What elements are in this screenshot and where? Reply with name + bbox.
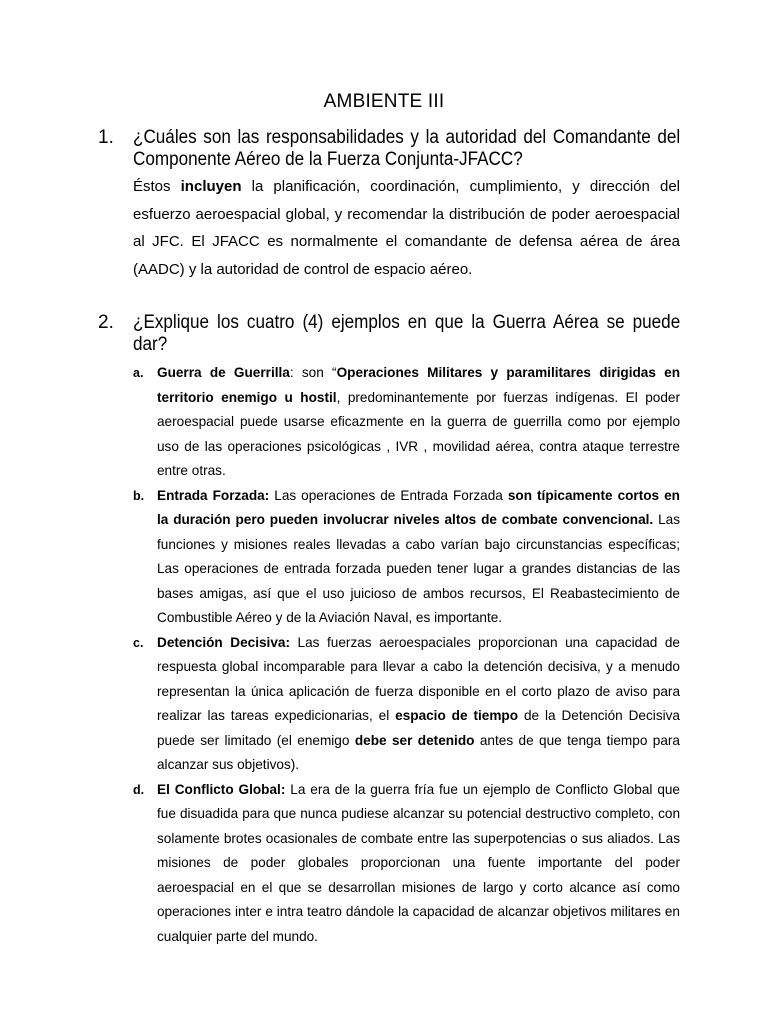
question-1-number: 1. [98, 127, 114, 148]
item-text: : son “ [289, 365, 337, 380]
answer-text: Éstos [133, 178, 181, 195]
item-letter: d. [133, 782, 145, 797]
example-item-d [133, 778, 680, 950]
answer-bold: incluyen [180, 178, 242, 195]
item-text: antes de que tenga tiempo para alcanzar sus objetivos). [157, 732, 680, 772]
item-text: Las fuerzas aeroespaciales proporcionan una capacidad de respuesta global incomparable para llevar a cabo la detención decisiva, y a menudo representan la única aplicación de fuerza disponible en el corto plazo de aviso para realizar las tareas expedicionarias, el [157, 634, 680, 723]
question-1-text: ¿Cuáles son las responsabilidades y la autoridad del Comandante del Componente Aéreo de la Fuerza Conjunta-JFACC? [133, 127, 681, 170]
answer-text: la planificación, coordinación, cumplimiento, y dirección del esfuerzo aeroespacial global, y recomendar la distribución de poder aeroespacial al JFC. El JFACC es normalmente el comandante de defensa aérea de área (AADC) y la autoridad de control de espacio aéreo. [133, 178, 681, 278]
example-list [133, 361, 680, 949]
item-heading: Detención Decisiva: [157, 634, 290, 650]
document-title: AMBIENTE III [323, 91, 445, 112]
item-heading: Guerra de Guerrilla [157, 365, 290, 380]
item-letter: c. [133, 635, 144, 650]
question-1 [98, 127, 680, 283]
question-2-number: 2. [98, 312, 114, 333]
question-2-text: ¿Explique los cuatro (4) ejemplos en que la Guerra Aérea se puede dar? [133, 312, 681, 355]
item-text: Las funciones y misiones reales llevadas a cabo varían bajo circunstancias específicas; Las operaciones de entrada forzada pueden tener lugar a grandes distancias de las bases amigas, así que el uso juicioso de ambos recursos, El Reabastecimiento de Combustible Aéreo y de la Aviación Naval, es importante. [157, 512, 680, 625]
item-heading: El Conflicto Global: [157, 781, 286, 797]
example-item-a [133, 361, 680, 484]
item-bold: debe ser detenido [354, 732, 475, 748]
item-heading: Entrada Forzada: [157, 487, 270, 503]
item-text: Las operaciones de Entrada Forzada [269, 487, 508, 503]
example-item-c [133, 631, 680, 778]
item-bold: Operaciones Militares y paramilitares dirigidas en territorio enemigo u hostil [157, 365, 680, 405]
item-text: de la Detención Decisiva puede ser limitado (el enemigo [157, 708, 680, 748]
item-letter: a. [133, 366, 144, 380]
question-1-answer [133, 173, 680, 283]
item-letter: b. [133, 488, 145, 503]
example-item-b [133, 484, 680, 631]
item-text: La era de la guerra fría fue un ejemplo de Conflicto Global que fue disuadida para que nunca pudiese alcanzar su potencial destructivo completo, con solamente brotes ocasionales de combate entre las superpotencias o sus aliados. Las misiones de poder globales proporcionan una fuente importante del poder aeroespacial en el que se desarrollan misiones de largo y corto alcance así como operaciones inter e intra teatro dándole la capacidad de alcanzar objetivos militares en cualquier parte del mundo. [157, 781, 680, 944]
item-text: , predominantemente por fuerzas indígenas. El poder aeroespacial puede usarse eficazmente en la guerra de guerrilla como por ejemplo uso de las operaciones psicológicas , IVR , movilidad aérea, contra ataque terrestre entre otras. [157, 389, 680, 478]
question-2 [98, 312, 680, 949]
item-bold: espacio de tiempo [395, 708, 519, 723]
item-bold: son típicamente cortos en la duración pero pueden involucrar niveles altos de combate convencional. [157, 487, 680, 527]
